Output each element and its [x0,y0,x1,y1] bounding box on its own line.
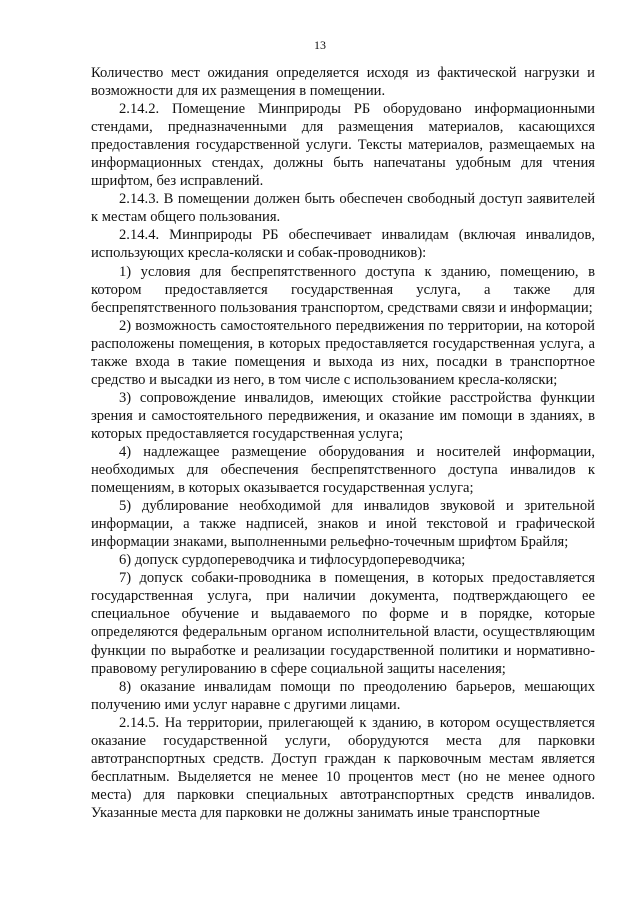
document-body [91,64,595,822]
paragraph: 2.14.3. В помещении должен быть обеспечен свободный доступ заявителей к местам общего пользования. [91,191,595,226]
paragraph: 5) дублирование необходимой для инвалидов звуковой и зрительной информации, а также надписей, знаков и иной текстовой и графической информации знаками, выполненными рельефно-точечным шрифтом Брайля; [91,498,595,551]
paragraph: 2.14.4. Минприроды РБ обеспечивает инвалидам (включая инвалидов, использующих кресла-коляски и собак-проводников): [91,227,595,262]
paragraph: 7) допуск собаки-проводника в помещения, в которых предоставляется государственная услуга, при наличии документа, подтверждающего ее специальное обучение и выдаваемого по форме и в порядке, которые определяются федеральным органом исполнительной власти, осуществляющим функции по выработке и реализации государственной политики и нормативно-правовому регулированию в сфере социальной защиты населения; [91,570,595,677]
paragraph: 8) оказание инвалидам помощи по преодолению барьеров, мешающих получению ими услуг наравне с другими лицами. [91,678,595,713]
paragraph: 2.14.2. Помещение Минприроды РБ оборудовано информационными стендами, предназначенными для размещения материалов, касающихся предоставления государственной услуги. Тексты материалов, размещаемых на информационных стендах, должны быть напечатаны удобным для чтения шрифтом, без исправлений. [91,101,595,190]
paragraph: 2.14.5. На территории, прилегающей к зданию, в котором осуществляется оказание государственной услуги, оборудуются места для парковки автотранспортных средств. Доступ граждан к парковочным местам является бесплатным. Выделяется не менее 10 процентов мест (но не менее одного места) для парковки специальных автотранспортных средств инвалидов. Указанные места для парковки не должны занимать иные транспортные [91,714,595,821]
paragraph: 3) сопровождение инвалидов, имеющих стойкие расстройства функции зрения и самостоятельного передвижения, и оказание им помощи в зданиях, в которых предоставляется государственная услуга; [91,389,595,442]
paragraph: 1) условия для беспрепятственного доступа к зданию, помещению, в котором предоставляется государственная услуга, а также для беспрепятственного пользования транспортом, средствами связи и информации; [91,263,595,316]
page-number: 13 [314,38,326,52]
paragraph: 4) надлежащее размещение оборудования и носителей информации, необходимых для обеспечения беспрепятственного доступа инвалидов к помещениям, в которых оказывается государственная услуга; [91,443,595,497]
paragraph: 6) допуск сурдопереводчика и тифлосурдопереводчика; [119,552,466,569]
paragraph: 2) возможность самостоятельного передвижения по территории, на которой расположены помещения, в которых предоставляется государственная услуга, а также входа в такие помещения и выхода из них, посадки в транспортное средство и высадки из него, в том числе с использованием кресла-коляски; [91,317,595,388]
paragraph: Количество мест ожидания определяется исходя из фактической нагрузки и возможности для их размещения в помещении. [91,65,595,100]
